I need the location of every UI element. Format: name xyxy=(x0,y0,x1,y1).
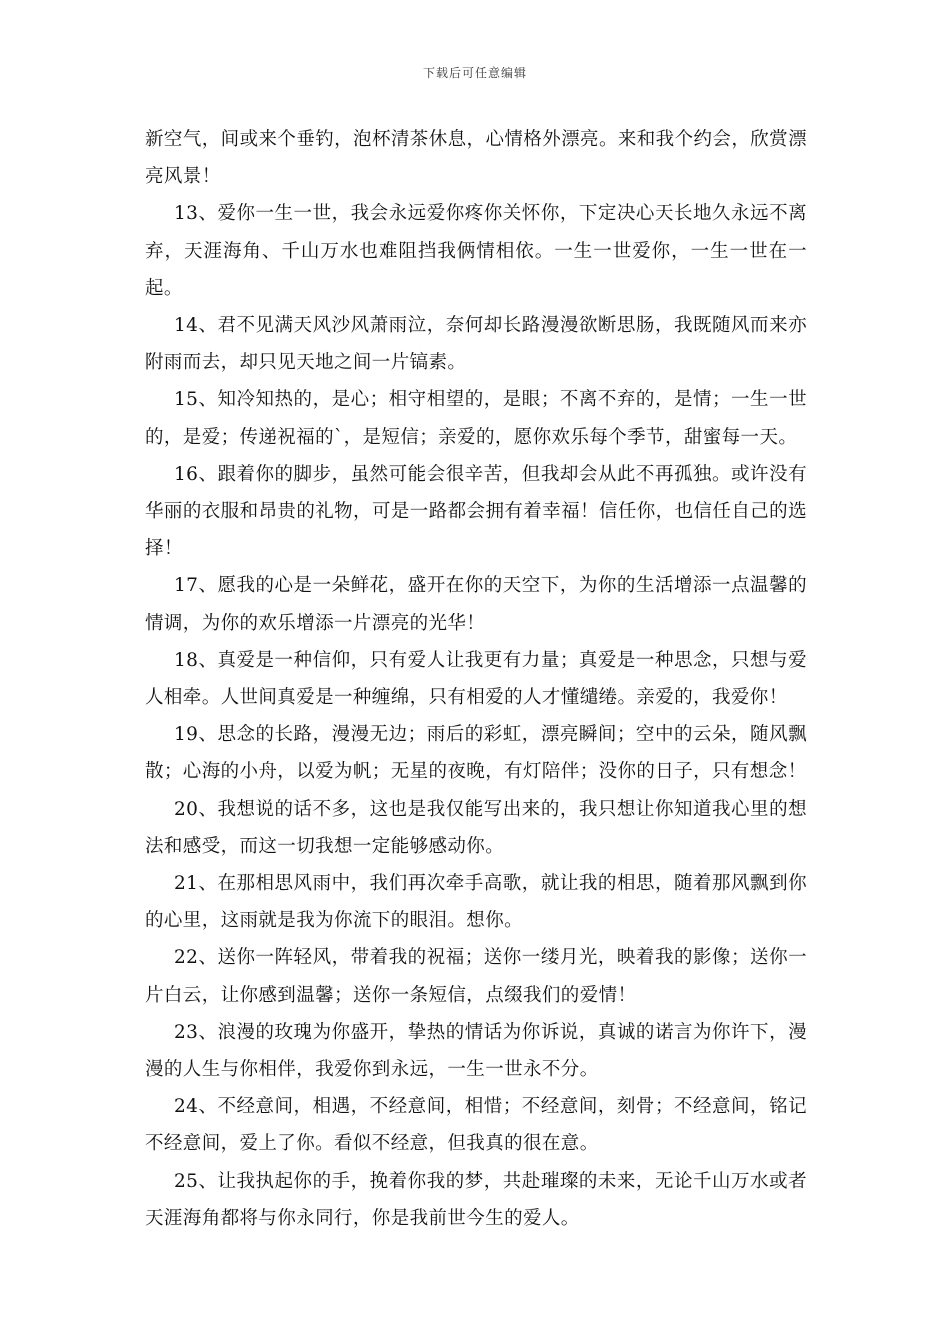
paragraph-17: 17、愿我的心是一朵鲜花，盛开在你的天空下，为你的生活增添一点温馨的情调，为你的欢乐增添一片漂亮的光华！ xyxy=(145,575,807,634)
paragraph-13: 13、爱你一生一世，我会永远爱你疼你关怀你，下定决心天长地久永远不离弃，天涯海角、千山万水也难阻挡我俩情相依。一生一世爱你，一生一世在一起。 xyxy=(145,203,807,299)
paragraph-24: 24、不经意间，相遇，不经意间，相惜；不经意间，刻骨；不经意间，铭记不经意间，爱上了你。看似不经意，但我真的很在意。 xyxy=(145,1096,807,1155)
paragraph-23: 23、浪漫的玫瑰为你盛开，挚热的情话为你诉说，真诚的诺言为你许下，漫漫的人生与你相伴，我爱你到永远，一生一世永不分。 xyxy=(145,1021,807,1081)
paragraph-18: 18、真爱是一种信仰，只有爱人让我更有力量；真爱是一种思念，只想与爱人相牵。人世间真爱是一种缠绵，只有相爱的人才懂缱绻。亲爱的，我爱你！ xyxy=(145,649,807,709)
paragraph-25: 25、让我执起你的手，挽着你我的梦，共赴璀璨的未来，无论千山万水或者天涯海角都将与你永同行，你是我前世今生的爱人。 xyxy=(145,1170,807,1229)
paragraph-15: 15、知冷知热的，是心；相守相望的，是眼；不离不弃的，是情；一生一世的，是爱；传递祝福的`，是短信；亲爱的，愿你欢乐每个季节，甜蜜每一天。 xyxy=(145,389,807,448)
paragraph-20: 20、我想说的话不多，这也是我仅能写出来的，我只想让你知道我心里的想法和感受，而这一切我想一定能够感动你。 xyxy=(145,798,807,857)
paragraph-continuation: 新空气，间或来个垂钓，泡杯清茶休息，心情格外漂亮。来和我个约会，欣赏漂亮风景！ xyxy=(145,129,807,188)
document-body xyxy=(145,121,807,1237)
paragraph-21: 21、在那相思风雨中，我们再次牵手高歌，就让我的相思，随着那风飘到你的心里，这雨就是我为你流下的眼泪。想你。 xyxy=(145,873,807,932)
paragraph-16: 16、跟着你的脚步，虽然可能会很辛苦，但我却会从此不再孤独。或许没有华丽的衣服和昂贵的礼物，可是一路都会拥有着幸福！信任你，也信任自己的选择！ xyxy=(145,463,807,560)
paragraph-22: 22、送你一阵轻风，带着我的祝福；送你一缕月光，映着我的影像；送你一片白云，让你感到温馨；送你一条短信，点缀我们的爱情！ xyxy=(145,947,807,1006)
paragraph-14: 14、君不见满天风沙风萧雨泣，奈何却长路漫漫欲断思肠，我既随风而来亦附雨而去，却只见天地之间一片镐素。 xyxy=(145,315,807,374)
page-header: 下载后可任意编辑 xyxy=(422,66,527,80)
paragraph-19: 19、思念的长路，漫漫无边；雨后的彩虹，漂亮瞬间；空中的云朵，随风飘散；心海的小舟，以爱为帆；无星的夜晚，有灯陪伴；没你的日子，只有想念！ xyxy=(145,724,807,783)
